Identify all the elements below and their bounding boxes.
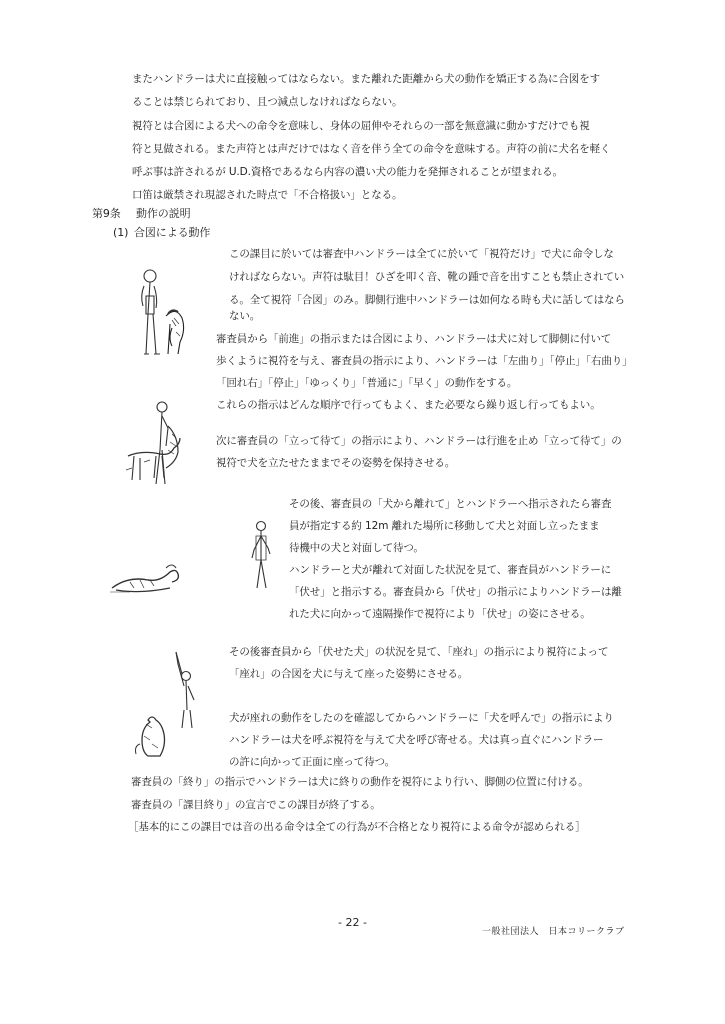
subsection-number: (1) [113, 226, 129, 239]
stand-stay-illustration [122, 398, 190, 490]
closing-line: 審査員の「終り」の指示でハンドラーは犬に終りの動作を視符により行い、脚側の位置に付ける。 [131, 776, 589, 788]
article-number: 第9条 [92, 207, 121, 220]
footer-organization: 一般社団法人 日本コリークラブ [482, 927, 625, 937]
closing-line: 審査員の「課目終り」の宣言でこの課目が終了する。 [131, 799, 381, 811]
body-line: 待機中の犬と対面して待つ。 [289, 542, 424, 554]
subsection-title: 合図による動作 [134, 226, 211, 239]
body-line: ない。 [229, 310, 261, 322]
intro-line: ることは禁じられており、且つ減点しなければならない。 [132, 96, 403, 108]
intro-line: 符と見做される。また声符とは声だけではなく音を伴う全ての命令を意味する。声符の前に犬名を軽く [132, 143, 611, 155]
body-line: 「座れ」の合図を犬に与えて座った姿勢にさせる。 [229, 668, 469, 680]
body-line: れた犬に向かって遠隔操作で視符により「伏せ」の姿にさせる。 [289, 608, 591, 620]
body-line: る。全て視符「合図」のみ。脚側行進中ハンドラーは如何なる時も犬に話してはなら [229, 294, 625, 306]
intro-line: 視符とは合図による犬への命令を意味し、身体の屈伸やそれらの一部を無意識に動かすだけでも視 [132, 120, 590, 132]
article-title: 動作の説明 [136, 207, 191, 220]
body-line: この課目に於いては審査中ハンドラーは全てに於いて「視符だけ」で犬に命令しな [229, 248, 614, 260]
intro-line: 口笛は厳禁され現認された時点で「不合格扱い」となる。 [132, 189, 403, 201]
intro-line: またハンドラーは犬に直接触ってはならない。また離れた距離から犬の動作を矯正する為に合図をす [132, 73, 600, 85]
body-line: その後、審査員の「犬から離れて」とハンドラーへ指示されたら審査 [289, 498, 612, 510]
down-dog-illustration [110, 558, 182, 596]
body-line: 次に審査員の「立って待て」の指示により、ハンドラーは行進を止め「立って待て」の [216, 435, 622, 447]
body-line: 員が指定する約 12m 離れた場所に移動して犬と対面し立ったまま [289, 520, 600, 532]
sit-signal-illustration [132, 648, 202, 764]
distant-handler-illustration [248, 520, 274, 592]
body-line: ければならない。声符は駄目！ひざを叩く音、靴の踵で音を出すことも禁止されてい [229, 271, 625, 283]
body-line: 歩くように視符を与え、審査員の指示により、ハンドラーは「左曲り」「停止」「右曲り」 [216, 355, 633, 367]
body-line: の許に向かって正面に座って待つ。 [229, 756, 395, 768]
page-number: - 22 - [338, 916, 367, 929]
body-line: ハンドラーは犬を呼ぶ視符を与えて犬を呼び寄せる。犬は真っ直ぐにハンドラー [229, 734, 604, 746]
body-line: 視符で犬を立たせたままでその姿勢を保持させる。 [216, 457, 456, 469]
body-line: これらの指示はどんな順序で行ってもよく、また必要なら繰り返し行ってもよい。 [216, 399, 601, 411]
intro-line: 呼ぶ事は許されるが U.D.資格であるなら内容の濃い犬の能力を発揮されることが望まれる。 [132, 166, 563, 178]
body-line: ハンドラーと犬が離れて対面した状況を見て、審査員がハンドラーに [289, 564, 612, 576]
body-line: 「伏せ」と指示する。審査員から「伏せ」の指示によりハンドラーは離 [289, 586, 622, 598]
body-line: 審査員から「前進」の指示または合図により、ハンドラーは犬に対して脚側に付いて [216, 333, 612, 345]
body-line: その後審査員から「伏せた犬」の状況を見て、「座れ」の指示により視符によって [229, 646, 609, 658]
closing-note: ［基本的にこの課目では音の出る命令は全ての行為が不合格となり視符による命令が認められる］ [128, 821, 586, 833]
body-line: 「回れ右」「停止」「ゆっくり」「普通に」「早く」の動作をする。 [216, 377, 518, 389]
handler-heeling-illustration [132, 266, 190, 362]
body-line: 犬が座れの動作をしたのを確認してからハンドラーに「犬を呼んで」の指示により [229, 712, 614, 724]
